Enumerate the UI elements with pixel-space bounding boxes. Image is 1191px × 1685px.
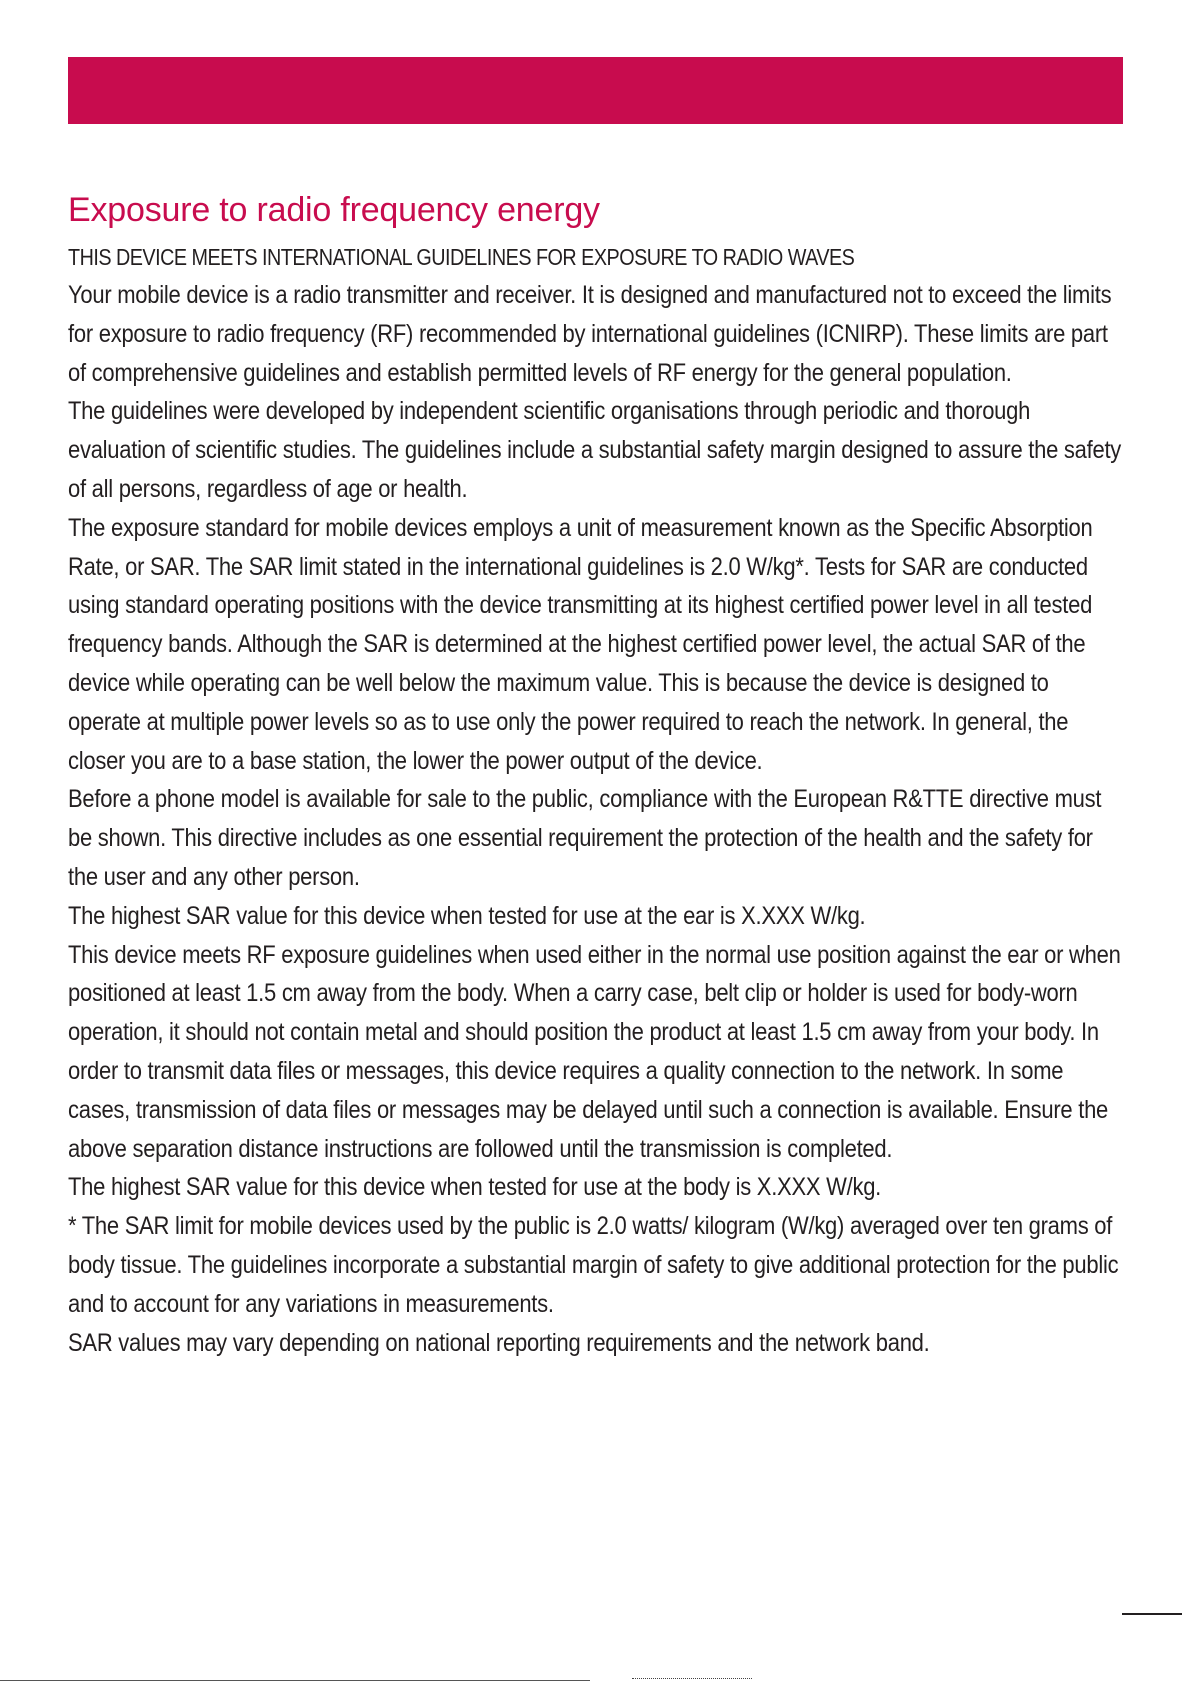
paragraph-intro: Your mobile device is a radio transmitter and receiver. It is designed and manufactured not to exceed the limits for exposure to radio frequency (RF) recommended by international guidelines (ICNIRP). These limits are part of comprehensive guidelines and establish permitted levels of RF energy for the general population. — [68, 281, 1112, 387]
bottom-crop-rule — [0, 1680, 590, 1681]
paragraph-block — [68, 780, 1123, 896]
paragraph-block — [68, 392, 1123, 508]
paragraph-block — [68, 1168, 1123, 1207]
paragraph-block — [68, 897, 1123, 936]
paragraph-sar-vary: SAR values may vary depending on national reporting requirements and the network band. — [68, 1328, 930, 1357]
header-band — [68, 57, 1123, 124]
paragraph-sar-standard: The exposure standard for mobile devices employs a unit of measurement known as the Specific Absorption Rate, or SAR. The SAR limit stated in the international guidelines is 2.0 W/kg*. Tests for SAR are conducted using standard operating positions with the device transmitting at its highest certified power level in all tested frequency bands. Although the SAR is determined at the highest certified power level, the actual SAR of the device while operating can be well below the maximum value. This is because the device is designed to operate at multiple power levels so as to use only the power required to reach the network. In general, the closer you are to a base station, the lower the power output of the device. — [68, 513, 1093, 775]
section-subtitle: THIS DEVICE MEETS INTERNATIONAL GUIDELINES FOR EXPOSURE TO RADIO WAVES — [68, 244, 855, 270]
document-content — [68, 186, 1123, 1362]
paragraph-block — [68, 936, 1123, 1169]
paragraph-block — [68, 509, 1123, 781]
page-footer-rule — [1122, 1613, 1182, 1615]
paragraph-footnote: * The SAR limit for mobile devices used by the public is 2.0 watts/ kilogram (W/kg) averaged over ten grams of body tissue. The guidelines incorporate a substantial margin of safety to give additional protection for the public and to account for any variations in measurements. — [68, 1212, 1119, 1318]
section-title: Exposure to radio frequency energy — [68, 191, 600, 229]
paragraph-compliance: Before a phone model is available for sale to the public, compliance with the European R&TTE directive must be shown. This directive includes as one essential requirement the protection of the health and the safety for the user and any other person. — [68, 785, 1102, 891]
paragraph-guidelines: The guidelines were developed by independent scientific organisations through periodic and thorough evaluation of scientific studies. The guidelines include a substantial safety margin designed to assure the safety of all persons, regardless of age or health. — [68, 397, 1122, 503]
paragraph-sar-ear: The highest SAR value for this device when tested for use at the ear is X.XXX W/kg. — [68, 901, 866, 930]
paragraph-block — [68, 276, 1123, 392]
paragraph-sar-body: The highest SAR value for this device when tested for use at the body is X.XXX W/kg. — [68, 1173, 882, 1202]
paragraph-block — [68, 1324, 1123, 1363]
paragraph-body-worn: This device meets RF exposure guidelines when used either in the normal use position against the ear or when positioned at least 1.5 cm away from the body. When a carry case, belt clip or holder is used for body-worn operation, it should not contain metal and should position the product at least 1.5 cm away from your body. In order to transmit data files or messages, this device requires a quality connection to the network. In some cases, transmission of data files or messages may be delayed until such a connection is available. Ensure the above separation distance instructions are followed until the transmission is completed. — [68, 940, 1121, 1163]
paragraph-block — [68, 1207, 1123, 1323]
bottom-crop-marks — [632, 1678, 752, 1682]
